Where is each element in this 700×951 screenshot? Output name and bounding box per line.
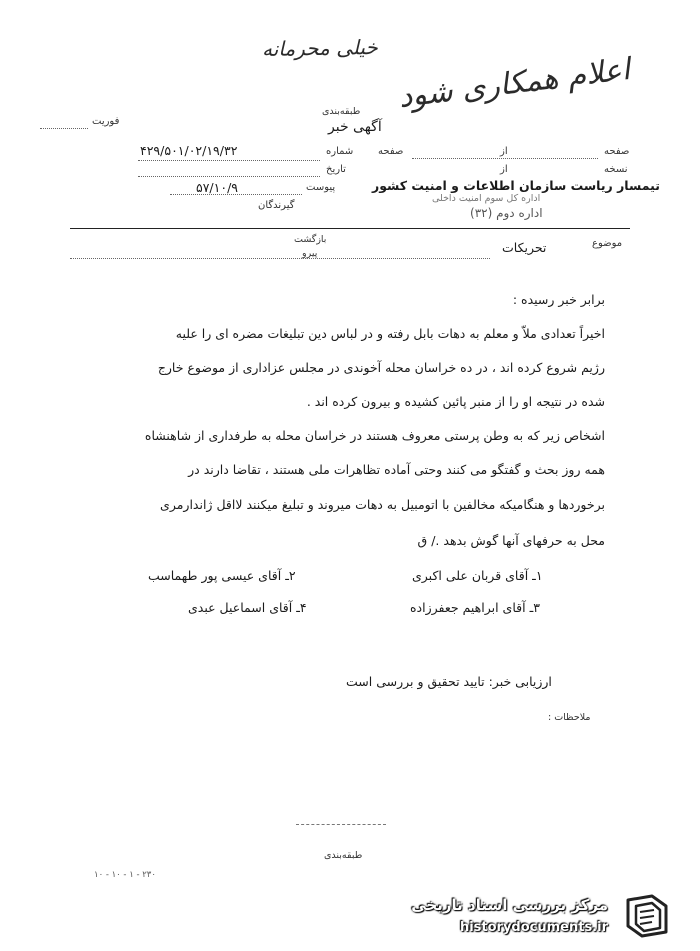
from-label-2: از — [500, 164, 508, 175]
header-divider — [70, 228, 630, 229]
paragraph-2-line-3: برخوردها و هنگامیکه مخالفین با اتومبیل به دهات میروند و تبلیغ میکنند لااقل ژاندارمری — [160, 497, 605, 512]
watermark-title: مرکز بررسی اسناد تاریخی — [411, 896, 608, 914]
classification-label: طبقه‌بندی — [322, 106, 361, 117]
date-label: تاریخ — [326, 164, 346, 175]
archive-watermark — [390, 888, 680, 943]
handwritten-classification-note: خیلی محرمانه — [261, 34, 379, 62]
urgency-label: فوریت — [92, 116, 120, 127]
subject-label: موضوع — [592, 238, 623, 249]
recipients-label: گیرندگان — [258, 200, 295, 211]
archive-logo-icon — [622, 892, 672, 940]
urgency-dotted-line — [40, 128, 88, 129]
number-dotted-line — [138, 160, 320, 161]
addressee-line: تیمسار ریاست سازمان اطلاعات و امنیت کشور — [372, 178, 660, 193]
page-label-secondary: صفحه — [378, 146, 404, 157]
attachment-value: ۵۷/۱۰/۹ — [196, 180, 238, 195]
addressee-sub-line: اداره کل سوم امنیت داخلی — [432, 193, 541, 204]
paragraph-1-line-1: اخیراً تعدادی ملاّ و معلم به دهات بابل رفته و در لباس دین تبلیغات مضره ای را علیه — [175, 326, 605, 341]
paragraph-2-line-1: اشخاص زیر که به وطن پرستی معروف هستند در خراسان محله به طرفداری از شاهنشاه — [144, 428, 605, 443]
document-number: ۴۲۹/۵۰۱/۰۲/۱۹/۳۲ — [140, 143, 238, 158]
evaluation-line: ارزیابی خبر: تایید تحقیق و بررسی است — [346, 674, 552, 689]
paragraph-2-line-2: همه روز بحث و گفتگو می کنند وحتی آماده تظاهرات ملی هستند ، تقاضا دارند در — [188, 462, 605, 477]
notes-label: ملاحظات : — [548, 712, 591, 723]
backref-label: بازگشت — [294, 234, 327, 245]
person-3: ۳ـ آقای ابراهیم جعفرزاده — [410, 600, 540, 615]
date-dotted-line — [138, 176, 320, 177]
subject-dotted-line — [70, 258, 490, 259]
footer-classification-label: طبقه‌بندی — [324, 850, 363, 861]
footer-classification-line — [296, 824, 386, 825]
subject-value: تحریکات — [502, 240, 547, 255]
person-1: ۱ـ آقای قربان علی اکبری — [412, 568, 543, 583]
paragraph-2-line-4: محل به حرفهای آنها گوش بدهد ./ ق — [417, 533, 605, 548]
attachment-dotted-line — [170, 194, 302, 195]
from-label-1: از — [500, 146, 508, 157]
backref-sub-label: پیرو — [302, 248, 318, 259]
addressee-office-line: اداره دوم (۳۲) — [470, 206, 543, 220]
page-label: صفحه — [604, 146, 630, 157]
person-4: ۴ـ آقای اسماعیل عبدی — [188, 600, 307, 615]
page-dotted-line — [412, 158, 598, 159]
form-code: ۱۰ - ۱۰ - ۱ - ۲۳۰ — [94, 870, 156, 880]
watermark-url: historydocuments.ir — [459, 920, 608, 935]
paragraph-1-line-3: شده در نتیجه او را از منبر پائین کشیده و بیرون کرده اند . — [306, 394, 605, 409]
handwritten-instruction-note: اعلام همکاری شود — [396, 51, 632, 116]
number-label: شماره — [326, 146, 354, 157]
paragraph-1-line-2: رژیم شروع کرده اند ، در ده خراسان محله آخوندی در مجلس عزاداری از موضوع خارج — [157, 360, 605, 375]
document-type: آگهی خبر — [328, 119, 382, 135]
intro-line: برابر خبر رسیده : — [512, 292, 605, 307]
attachment-label: پیوست — [306, 182, 336, 193]
person-2: ۲ـ آقای عیسی پور طهماسب — [148, 568, 296, 583]
copy-label: نسخه — [604, 164, 628, 175]
